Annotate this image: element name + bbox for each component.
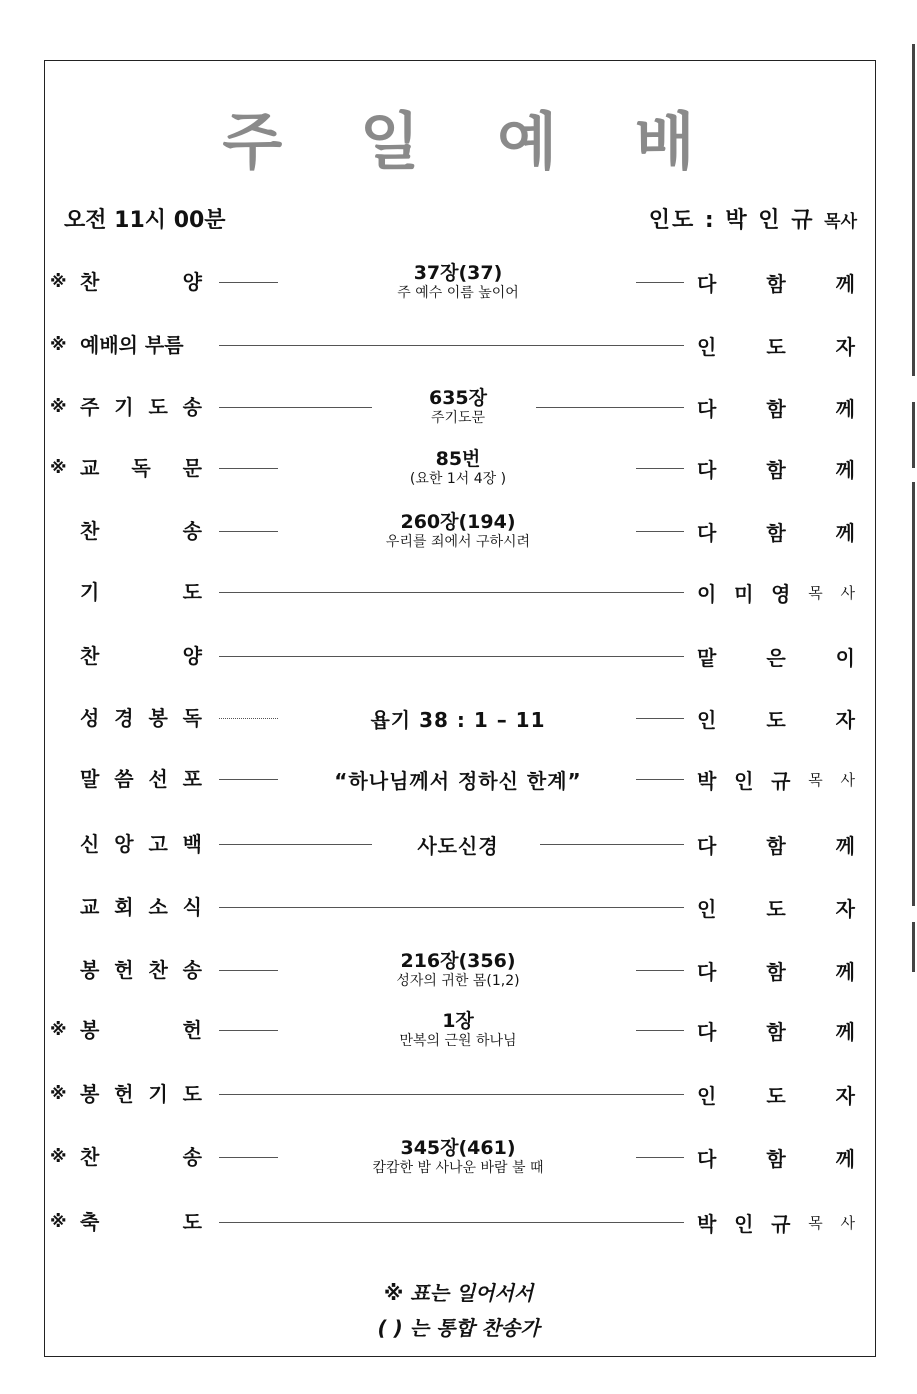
order-label-char: 헌 — [114, 1082, 134, 1106]
hymn-title: 캄캄한 밤 사나운 바람 불 때 — [372, 1160, 544, 1176]
order-label-char: 도 — [182, 1210, 202, 1234]
order-person — [697, 1195, 855, 1249]
standing-mark: ※ — [50, 1020, 67, 1040]
order-label-char: 헌 — [182, 1018, 202, 1042]
order-person-char: 다 — [697, 1146, 717, 1171]
order-person-char: 다 — [697, 1019, 717, 1044]
order-person-char: 께 — [835, 457, 855, 482]
leader-line — [219, 592, 684, 593]
hymn-title: 성자의 귀한 몸(1,2) — [396, 973, 520, 989]
standing-mark: ※ — [50, 272, 67, 292]
order-person-char: 규 — [771, 1211, 791, 1236]
order-label-char: 송 — [182, 519, 202, 543]
order-label-char: 찬 — [148, 958, 168, 982]
order-label-char: 도 — [182, 580, 202, 604]
order-label-char: 찬 — [80, 519, 100, 543]
order-row — [0, 441, 917, 495]
order-person-char: 규 — [771, 768, 791, 793]
order-label-char: 도 — [182, 1082, 202, 1106]
order-label-char: 봉 — [80, 1018, 100, 1042]
leader-line — [636, 1157, 684, 1158]
order-person — [697, 629, 855, 683]
order-person-char: 인 — [697, 896, 717, 921]
order-label — [80, 441, 202, 495]
hymn-title: 우리를 죄에서 구하시려 — [385, 534, 531, 550]
order-label-char: 포 — [182, 767, 202, 791]
order-person — [697, 880, 855, 934]
order-person-char: 자 — [835, 896, 855, 921]
order-label-char: 문 — [182, 456, 202, 480]
order-label — [80, 752, 202, 806]
leader-line — [219, 1030, 278, 1031]
order-label-char: 성 — [80, 706, 100, 730]
order-person-char: 맡 — [697, 645, 717, 670]
order-label-char: 씀 — [114, 767, 134, 791]
hymn-number: 1장 — [442, 1010, 474, 1032]
order-person-char: 목 — [808, 770, 823, 789]
order-person-char: 인 — [734, 768, 754, 793]
order-label-char: 백 — [182, 832, 202, 856]
footer-note-hymnal: ( ) 는 통합 찬송가 — [377, 1316, 540, 1340]
order-person — [697, 1003, 855, 1057]
order-content — [280, 752, 636, 806]
order-content — [280, 817, 636, 871]
order-label-char: 송 — [182, 395, 202, 419]
order-label — [80, 255, 202, 309]
order-label-char: 선 — [148, 767, 168, 791]
order-label-char: 축 — [80, 1210, 100, 1234]
hymn-title: 주 예수 이름 높이어 — [397, 285, 519, 301]
order-person-char: 이 — [697, 581, 717, 606]
order-person-char: 함 — [766, 396, 786, 421]
leader-line — [219, 282, 278, 283]
order-person-char: 목 — [808, 583, 823, 602]
order-person — [697, 565, 855, 619]
order-label-char: 봉 — [148, 706, 168, 730]
leader-line — [219, 907, 684, 908]
order-label-char: 고 — [148, 832, 168, 856]
order-person-char: 께 — [835, 959, 855, 984]
order-label — [80, 943, 202, 997]
order-label-char: 기 — [80, 580, 100, 604]
order-content — [280, 441, 636, 495]
order-person-char: 영 — [771, 581, 791, 606]
order-content — [280, 943, 636, 997]
order-detail: 사도신경 — [417, 833, 499, 858]
order-person-char: 자 — [835, 707, 855, 732]
order-label-char: 말 — [80, 767, 100, 791]
order-person-char: 도 — [766, 707, 786, 732]
order-row — [0, 255, 917, 309]
leader-line — [636, 779, 684, 780]
service-leader — [649, 206, 857, 237]
order-person — [697, 817, 855, 871]
order-label-char: 봉 — [80, 1082, 100, 1106]
order-person-char: 께 — [835, 396, 855, 421]
leader-line — [219, 970, 278, 971]
order-person-char: 함 — [766, 833, 786, 858]
hymn-number: 635장 — [428, 387, 487, 409]
order-label — [80, 504, 202, 558]
leader-line — [219, 1222, 684, 1223]
order-person-char: 사 — [840, 583, 855, 602]
leader-line — [219, 1157, 278, 1158]
order-row — [0, 817, 917, 871]
leader-line — [636, 282, 684, 283]
order-label-char: 앙 — [114, 832, 134, 856]
order-person-char: 다 — [697, 833, 717, 858]
order-person — [697, 691, 855, 745]
hymn-number: 37장(37) — [413, 262, 503, 284]
order-row — [0, 691, 917, 745]
order-label-char: 찬 — [80, 270, 100, 294]
leader-line — [219, 656, 684, 657]
order-row — [0, 943, 917, 997]
order-detail: 욥기 38 : 1 – 11 — [370, 707, 546, 732]
order-person-char: 께 — [835, 1019, 855, 1044]
order-label-char: 소 — [148, 895, 168, 919]
standing-mark: ※ — [50, 1212, 67, 1232]
leader-line — [219, 779, 278, 780]
leader-line — [219, 468, 278, 469]
standing-mark: ※ — [50, 397, 67, 417]
order-person-char: 박 — [697, 1211, 717, 1236]
order-person — [697, 752, 855, 806]
service-time: 오전 11시 00분 — [64, 208, 226, 233]
order-person-char: 다 — [697, 520, 717, 545]
order-content — [280, 380, 636, 434]
order-label — [80, 565, 202, 619]
order-content — [280, 504, 636, 558]
order-person-char: 미 — [734, 581, 754, 606]
order-person-char: 인 — [734, 1211, 754, 1236]
order-person-char: 자 — [835, 1083, 855, 1108]
hymn-title: 주기도문 — [430, 410, 486, 426]
order-person-char: 함 — [766, 457, 786, 482]
order-row — [0, 1130, 917, 1184]
order-label-char: 양 — [182, 644, 202, 668]
order-label — [80, 318, 202, 372]
order-person-char: 이 — [835, 645, 855, 670]
order-person — [697, 504, 855, 558]
order-row — [0, 1195, 917, 1249]
standing-mark: ※ — [50, 458, 67, 478]
order-person-char: 인 — [697, 707, 717, 732]
order-person — [697, 1130, 855, 1184]
order-person — [697, 380, 855, 434]
order-person — [697, 318, 855, 372]
order-label — [80, 817, 202, 871]
order-label-char: 찬 — [80, 644, 100, 668]
order-person-char: 함 — [766, 271, 786, 296]
order-label — [80, 880, 202, 934]
order-person — [697, 441, 855, 495]
order-person-char: 도 — [766, 896, 786, 921]
order-content — [280, 1003, 636, 1057]
order-person-char: 께 — [835, 520, 855, 545]
order-label-char: 송 — [182, 1145, 202, 1169]
order-person-char: 함 — [766, 959, 786, 984]
order-label-char: 교 — [80, 456, 100, 480]
order-label — [80, 380, 202, 434]
order-label-char: 교 — [80, 895, 100, 919]
leader-line — [636, 531, 684, 532]
order-label-char: 경 — [114, 706, 134, 730]
order-label — [80, 1003, 202, 1057]
order-label — [80, 1067, 202, 1121]
order-person-char: 다 — [697, 959, 717, 984]
standing-mark: ※ — [50, 1147, 67, 1167]
order-label-char: 기 — [148, 1082, 168, 1106]
standing-mark: ※ — [50, 1084, 67, 1104]
order-row — [0, 380, 917, 434]
order-person-char: 도 — [766, 1083, 786, 1108]
order-row — [0, 1003, 917, 1057]
order-label-char: 헌 — [114, 958, 134, 982]
order-row — [0, 1067, 917, 1121]
order-label — [80, 629, 202, 683]
order-person — [697, 1067, 855, 1121]
hymn-title: (요한 1서 4장 ) — [409, 471, 507, 487]
hymn-number: 345장(461) — [400, 1137, 516, 1159]
hymn-number: 216장(356) — [400, 950, 516, 972]
order-row — [0, 504, 917, 558]
order-label — [80, 691, 202, 745]
order-person-char: 박 — [697, 768, 717, 793]
hymn-number: 85번 — [435, 448, 481, 470]
leader-line — [219, 531, 278, 532]
leader-title: 목사 — [824, 212, 857, 232]
order-label-char: 예배의 부름 — [80, 333, 184, 357]
order-content — [280, 255, 636, 309]
page-title: 주 일 예 배 — [222, 105, 723, 178]
order-person-char: 께 — [835, 1146, 855, 1171]
order-detail: “하나님께서 정하신 한계” — [334, 768, 582, 793]
footer-note-standing: ※ 표는 일어서서 — [383, 1281, 534, 1305]
order-label — [80, 1130, 202, 1184]
order-label-char: 도 — [148, 395, 168, 419]
order-label-char: 봉 — [80, 958, 100, 982]
order-row — [0, 565, 917, 619]
order-person-char: 께 — [835, 833, 855, 858]
leader-line — [219, 1094, 684, 1095]
order-person-char: 함 — [766, 520, 786, 545]
leader-line — [636, 1030, 684, 1031]
order-person-char: 함 — [766, 1146, 786, 1171]
order-row — [0, 629, 917, 683]
order-content — [280, 1130, 636, 1184]
order-person-char: 도 — [766, 334, 786, 359]
order-label-char: 주 — [80, 395, 100, 419]
leader-line — [636, 718, 684, 719]
leader-label: 인도 : — [648, 208, 716, 233]
order-person-char: 사 — [840, 1213, 855, 1232]
order-person — [697, 255, 855, 309]
order-label-char: 기 — [114, 395, 134, 419]
order-label-char: 독 — [131, 456, 151, 480]
order-label-char: 양 — [182, 270, 202, 294]
order-label-char: 신 — [80, 832, 100, 856]
order-label — [80, 1195, 202, 1249]
order-person-char: 다 — [697, 396, 717, 421]
order-person-char: 인 — [697, 334, 717, 359]
order-row — [0, 880, 917, 934]
hymn-title: 만복의 근원 하나님 — [399, 1033, 517, 1049]
order-person-char: 목 — [808, 1213, 823, 1232]
order-label-char: 회 — [114, 895, 134, 919]
leader-line — [636, 970, 684, 971]
order-person-char: 다 — [697, 271, 717, 296]
order-content — [280, 691, 636, 745]
order-person-char: 인 — [697, 1083, 717, 1108]
leader-line — [636, 468, 684, 469]
order-person-char: 함 — [766, 1019, 786, 1044]
order-row — [0, 318, 917, 372]
order-person-char: 께 — [835, 271, 855, 296]
order-person-char: 자 — [835, 334, 855, 359]
leader-line — [219, 345, 684, 346]
order-row — [0, 752, 917, 806]
standing-mark: ※ — [50, 335, 67, 355]
order-label-char: 식 — [182, 895, 202, 919]
order-person — [697, 943, 855, 997]
leader-line — [219, 718, 278, 719]
order-label-char: 독 — [182, 706, 202, 730]
order-label-char: 찬 — [80, 1145, 100, 1169]
hymn-number: 260장(194) — [400, 511, 516, 533]
order-person-char: 다 — [697, 457, 717, 482]
order-person-char: 사 — [840, 770, 855, 789]
order-person-char: 은 — [766, 645, 786, 670]
order-label-char: 송 — [182, 958, 202, 982]
leader-name: 박 인 규 — [725, 208, 815, 233]
